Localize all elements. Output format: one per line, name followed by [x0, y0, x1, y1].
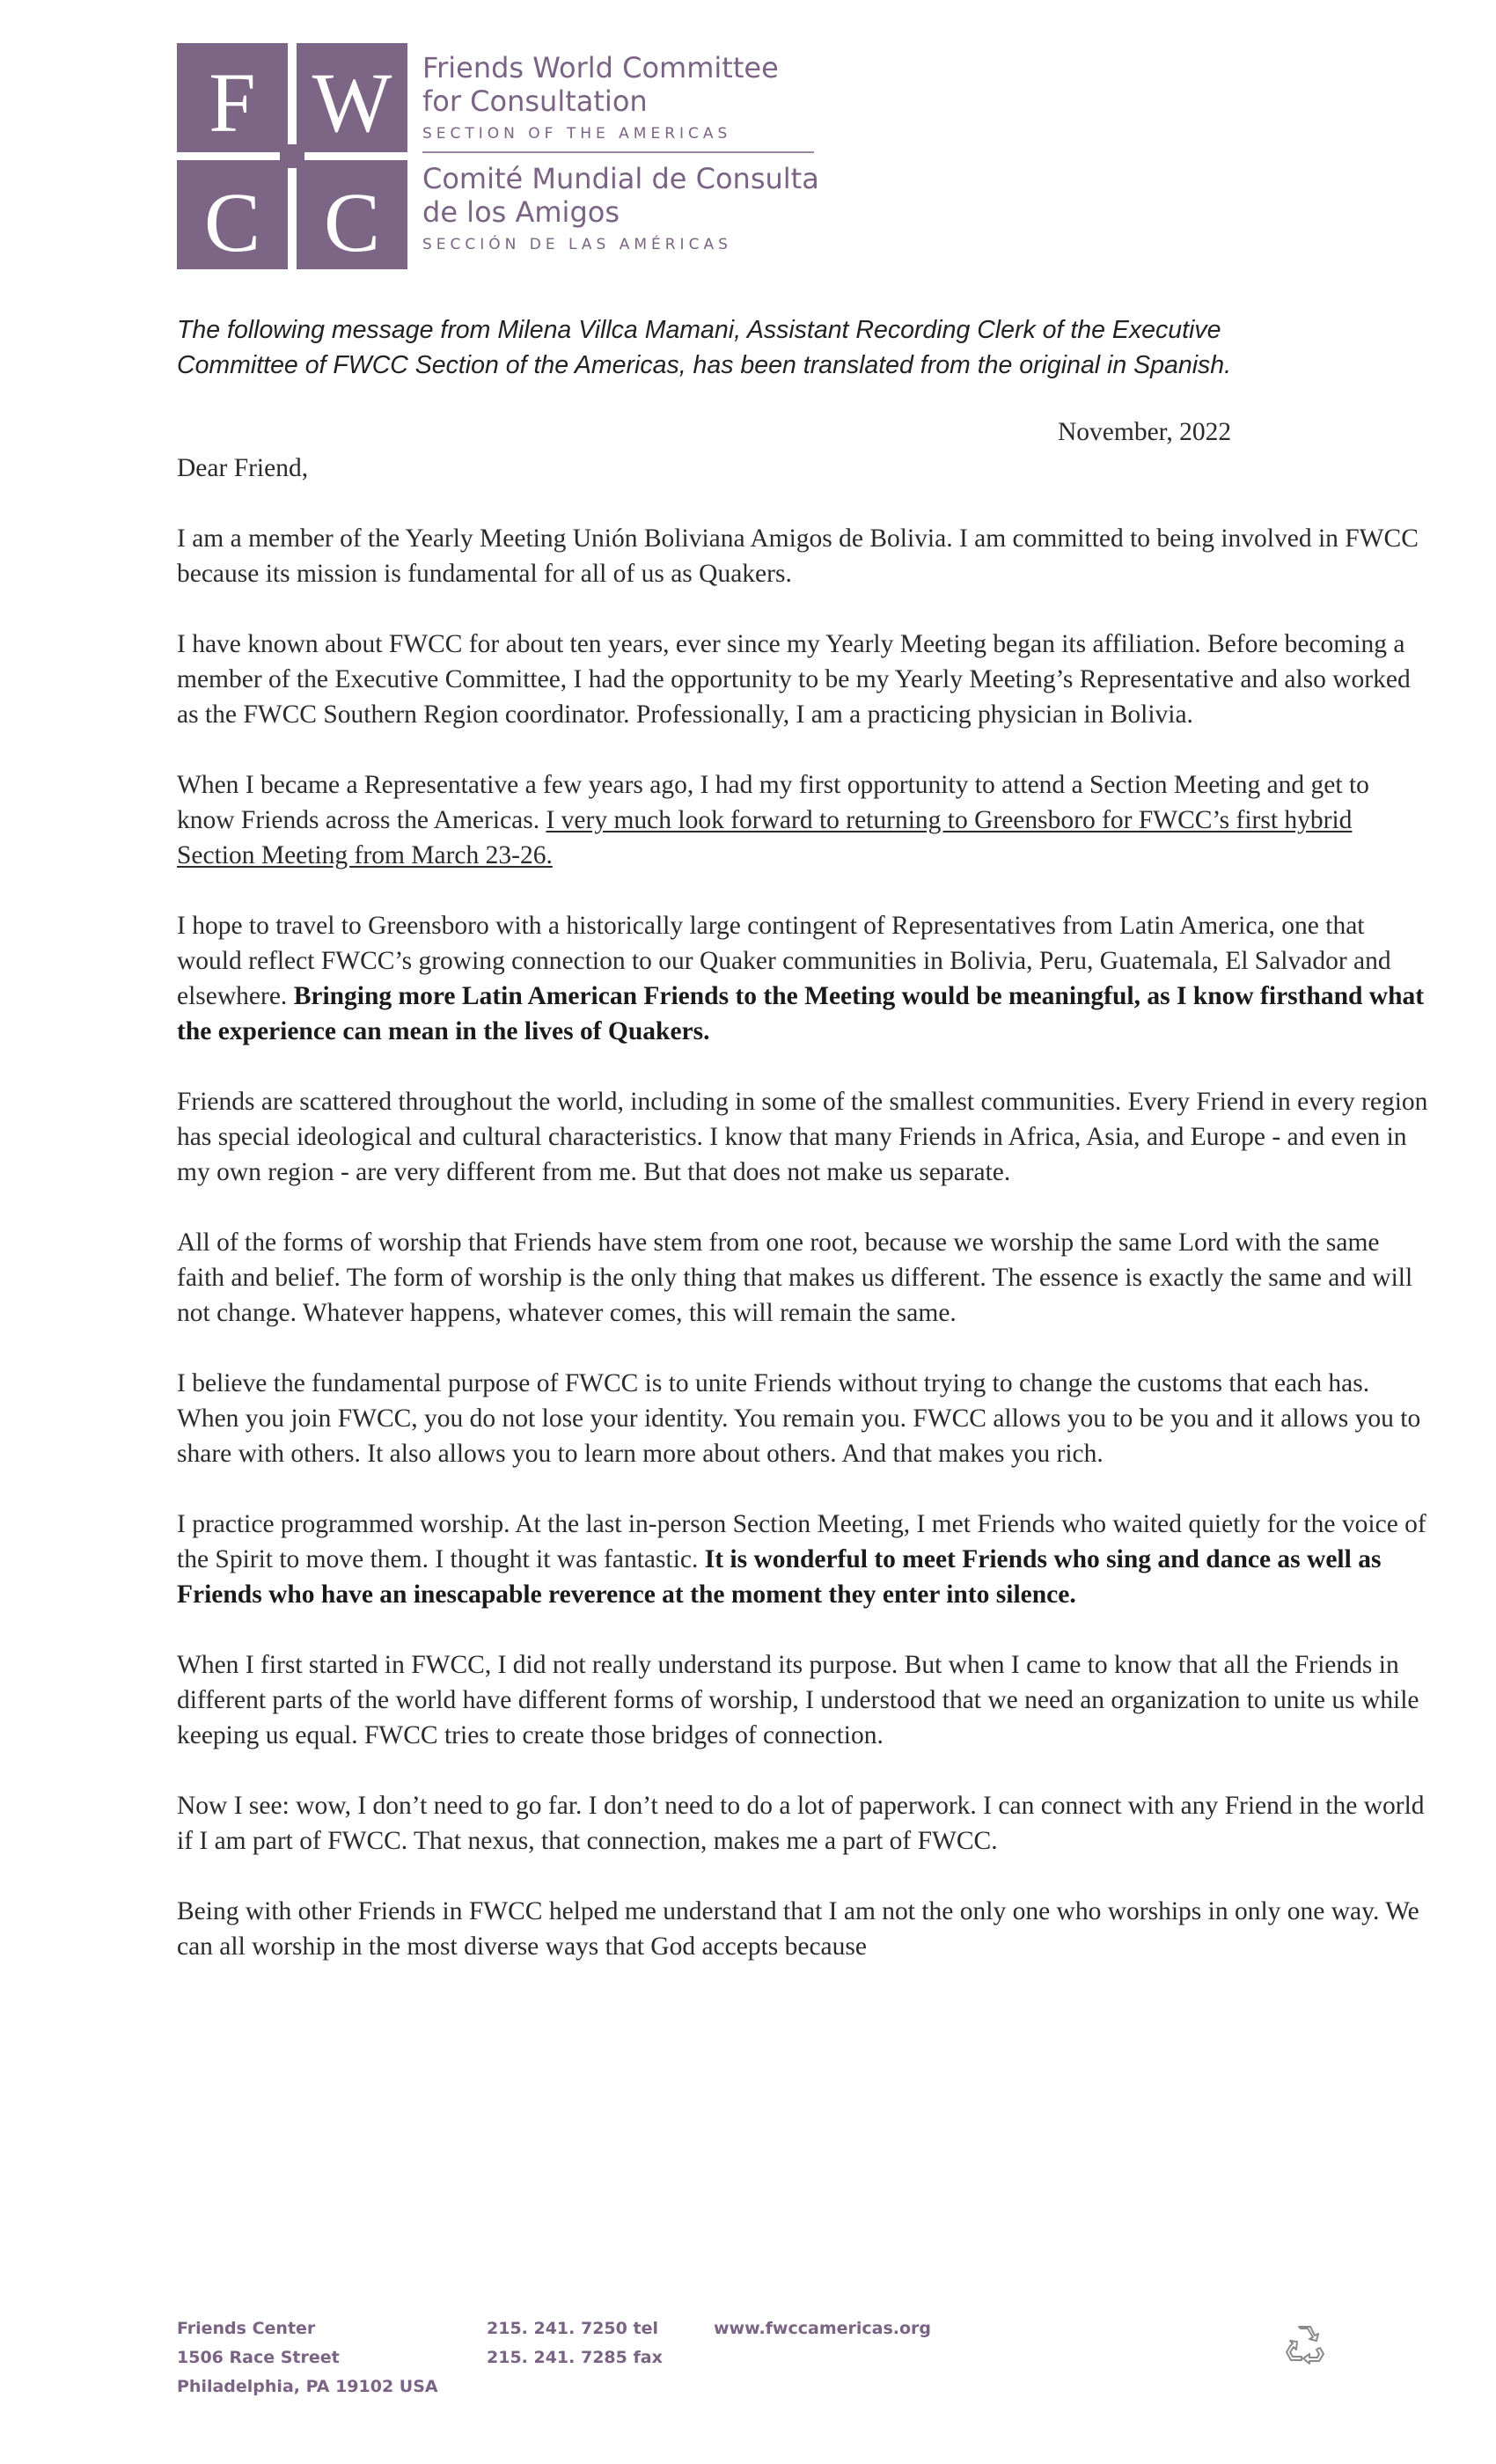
paragraph-7: I believe the fundamental purpose of FWCC is to unite Friends without trying to change the customs that each has. When you join FWCC, you do not lose your identity. You remain you. FWCC allows you to be you and it allows you to share with others. It also allows you to learn more about others. And that makes you rich.: [177, 1369, 1421, 1468]
paragraph-2: I have known about FWCC for about ten years, ever since my Yearly Meeting began its affiliation. Before becoming a member of the Executive Committee, I had the opportunity to be my Yearly Meeting’s Representative and also worked as the FWCC Southern Region coordinator. Professionally, I am a practicing physician in Bolivia.: [177, 630, 1411, 729]
paragraph-4: I hope to travel to Greensboro with a historically large contingent of Representatives from Latin America, one that would reflect FWCC’s growing connection to our Quaker communities in Bolivia, Peru, Guatemala, El Salvador and elsewhere. Bringing more Latin American Friends to the Meeting would be meaningful, as I know firsthand what the experience can mean in the lives of Quakers.: [177, 912, 1425, 1045]
header-divider: [422, 151, 814, 153]
letter-body: [177, 451, 1431, 1999]
footer-website[interactable]: [714, 2314, 931, 2343]
organization-header: [422, 51, 827, 253]
paragraph-5: Friends are scattered throughout the world, including in some of the smallest communities. Every Friend in every region has special ideological and cultural characteristics. I know that many Friends in Africa, Asia, and Europe - and even in my own region - are very different from me. But that does not make us separate.: [177, 1088, 1428, 1186]
section-meeting-highlight: I very much look forward to returning to Greensboro for FWCC’s first hybrid Section Meeting from March 23-26.: [177, 806, 1353, 869]
address-line: Philadelphia, PA 19102 USA: [177, 2377, 438, 2396]
paragraph-10: Now I see: wow, I don’t need to go far. I don’t need to do a lot of paperwork. I can connect with any Friend in the world if I am part of FWCC. That nexus, that connection, makes me a part of FWCC.: [177, 1792, 1425, 1855]
paragraph-11: Being with other Friends in FWCC helped me understand that I am not the only one who worships in only one way. We can all worship in the most diverse ways that God accepts because: [177, 1897, 1419, 1961]
fwcc-logo: [177, 43, 407, 269]
emphasis-worship-forms: It is wonderful to meet Friends who sing and dance as well as Friends who have an inescapable reverence at the moment they enter into silence.: [177, 1545, 1382, 1609]
paragraph-3: When I became a Representative a few years ago, I had my first opportunity to attend a Section Meeting and get to know Friends across the Americas. I very much look forward to returning to Greensboro for FWCC’s first hybrid Section Meeting from March 23-26.: [177, 771, 1369, 869]
paragraph-9: When I first started in FWCC, I did not really understand its purpose. But when I came to know that all the Friends in different parts of the world have different forms of worship, I understood that we need an organization to unite us while keeping us equal. FWCC tries to create those bridges of connection.: [177, 1651, 1419, 1749]
svg-text:W: W: [312, 55, 392, 150]
translation-note: The following message from Milena Villca Mamani, Assistant Recording Clerk of the Executive Committee of FWCC Section of the Americas, has been translated from the original in Spanish.: [177, 316, 1232, 379]
svg-text:C: C: [203, 175, 261, 269]
address-line: Friends Center: [177, 2319, 316, 2338]
svg-text:C: C: [323, 175, 381, 269]
emphasis-latin-american-friends: Bringing more Latin American Friends to the Meeting would be meaningful, as I know firsthand what the experience can mean in the lives of Quakers.: [177, 982, 1425, 1045]
svg-text:F: F: [209, 55, 256, 150]
salutation: Dear Friend,: [177, 454, 309, 482]
fax-number: 215. 241. 7285 fax: [487, 2348, 663, 2367]
paragraph-6: All of the forms of worship that Friends have stem from one root, because we worship the same Lord with the same faith and belief. The form of worship is the only thing that makes us different. The essence is exactly the same and will not change. Whatever happens, whatever comes, this will remain the same.: [177, 1228, 1413, 1327]
paragraph-8: I practice programmed worship. At the last in-person Section Meeting, I met Friends who waited quietly for the voice of the Spirit to move them. I thought it was fantastic. It is wonderful to meet Friends who sing and dance as well as Friends who have an inescapable reverence at the moment they enter into silence.: [177, 1510, 1426, 1609]
recycle-icon: [1283, 2323, 1325, 2365]
org-name-spanish: Comité Mundial de Consulta de los Amigos: [422, 162, 819, 229]
footer-address: [177, 2314, 438, 2402]
org-name-english: Friends World Committee for Consultation: [422, 51, 779, 118]
letter-footer: [177, 2314, 1409, 2420]
paragraph-1: I am a member of the Yearly Meeting Unión Boliviana Amigos de Bolivia. I am committed to being involved in FWCC because its mission is fundamental for all of us as Quakers.: [177, 524, 1419, 588]
letter-date: November, 2022: [1058, 418, 1232, 446]
address-line: 1506 Race Street: [177, 2348, 340, 2367]
section-name-english: SECTION OF THE AMERICAS: [422, 125, 732, 143]
website-link[interactable]: www.fwccamericas.org: [714, 2319, 932, 2338]
footer-phone: [487, 2314, 663, 2372]
section-name-spanish: SECCIÓN DE LAS AMÉRICAS: [422, 236, 732, 253]
telephone-number: 215. 241. 7250 tel: [487, 2319, 658, 2338]
